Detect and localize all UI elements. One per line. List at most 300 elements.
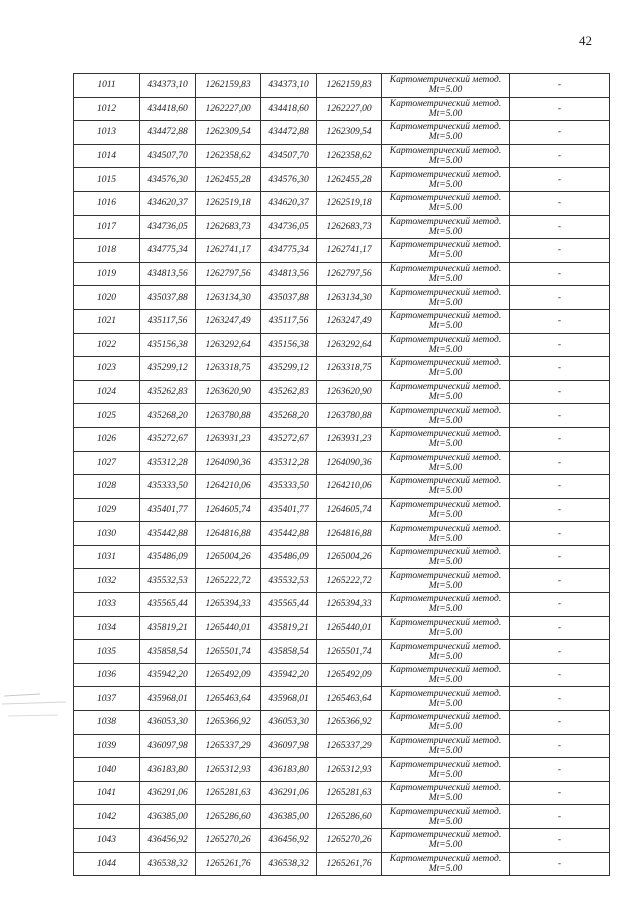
x-coordinate-cell: 434472,88 (261, 121, 317, 145)
y-coordinate-cell: 1265004,26 (317, 545, 382, 569)
method-text: Картометрический метод. (389, 287, 502, 298)
accuracy-text: Mt=5.00 (428, 392, 463, 403)
x-coordinate-cell: 435299,12 (261, 357, 317, 381)
method-cell (382, 663, 510, 687)
y-coordinate-cell: 1263318,75 (196, 357, 261, 381)
note-cell: - (510, 593, 610, 617)
table-row (74, 852, 610, 876)
method-cell (382, 191, 510, 215)
point-number-cell: 1029 (74, 498, 140, 522)
y-coordinate-cell: 1265394,33 (317, 593, 382, 617)
x-coordinate-cell: 436291,06 (140, 781, 196, 805)
y-coordinate-cell: 1265004,26 (196, 545, 261, 569)
y-coordinate-cell: 1265366,92 (317, 711, 382, 735)
point-number-cell: 1043 (74, 829, 140, 853)
y-coordinate-cell: 1262159,83 (317, 74, 382, 98)
x-coordinate-cell: 435268,20 (140, 404, 196, 428)
table-row (74, 333, 610, 357)
note-cell: - (510, 333, 610, 357)
method-text: Картометрический метод. (389, 382, 502, 393)
point-number-cell: 1028 (74, 475, 140, 499)
x-coordinate-cell: 434418,60 (261, 97, 317, 121)
y-coordinate-cell: 1265281,63 (196, 781, 261, 805)
x-coordinate-cell: 436097,98 (140, 734, 196, 758)
y-coordinate-cell: 1264210,06 (317, 475, 382, 499)
y-coordinate-cell: 1265463,64 (317, 687, 382, 711)
accuracy-text: Mt=5.00 (428, 250, 463, 261)
y-coordinate-cell: 1263247,49 (196, 309, 261, 333)
accuracy-text: Mt=5.00 (428, 344, 463, 355)
x-coordinate-cell: 435442,88 (140, 522, 196, 546)
y-coordinate-cell: 1264090,36 (317, 451, 382, 475)
note-cell: - (510, 404, 610, 428)
x-coordinate-cell: 435565,44 (261, 593, 317, 617)
y-coordinate-cell: 1262683,73 (196, 215, 261, 239)
y-coordinate-cell: 1262227,00 (317, 97, 382, 121)
x-coordinate-cell: 435942,20 (261, 663, 317, 687)
method-cell (382, 758, 510, 782)
x-coordinate-cell: 435037,88 (140, 286, 196, 310)
x-coordinate-cell: 435156,38 (140, 333, 196, 357)
method-text: Картометрический метод. (389, 122, 502, 133)
y-coordinate-cell: 1265337,29 (196, 734, 261, 758)
method-text: Картометрический метод. (389, 665, 502, 676)
scan-artifact (0, 690, 70, 730)
x-coordinate-cell: 434813,56 (140, 262, 196, 286)
y-coordinate-cell: 1265261,76 (196, 852, 261, 876)
method-text: Картометрический метод. (389, 853, 502, 864)
note-cell: - (510, 616, 610, 640)
y-coordinate-cell: 1265261,76 (317, 852, 382, 876)
x-coordinate-cell: 434620,37 (261, 191, 317, 215)
note-cell: - (510, 380, 610, 404)
note-cell: - (510, 734, 610, 758)
y-coordinate-cell: 1265440,01 (196, 616, 261, 640)
table-row (74, 687, 610, 711)
point-number-cell: 1021 (74, 309, 140, 333)
y-coordinate-cell: 1265501,74 (196, 640, 261, 664)
note-cell: - (510, 168, 610, 192)
y-coordinate-cell: 1263620,90 (317, 380, 382, 404)
y-coordinate-cell: 1264816,88 (196, 522, 261, 546)
x-coordinate-cell: 435968,01 (261, 687, 317, 711)
accuracy-text: Mt=5.00 (428, 85, 463, 96)
point-number-cell: 1013 (74, 121, 140, 145)
x-coordinate-cell: 435819,21 (261, 616, 317, 640)
accuracy-text: Mt=5.00 (428, 604, 463, 615)
method-cell (382, 734, 510, 758)
method-cell (382, 286, 510, 310)
table-body (74, 74, 610, 876)
accuracy-text: Mt=5.00 (428, 816, 463, 827)
y-coordinate-cell: 1262159,83 (196, 74, 261, 98)
method-cell (382, 97, 510, 121)
x-coordinate-cell: 435037,88 (261, 286, 317, 310)
x-coordinate-cell: 435486,09 (140, 545, 196, 569)
method-text: Картометрический метод. (389, 98, 502, 109)
y-coordinate-cell: 1263931,23 (196, 427, 261, 451)
table-row (74, 498, 610, 522)
point-number-cell: 1026 (74, 427, 140, 451)
x-coordinate-cell: 435968,01 (140, 687, 196, 711)
note-cell: - (510, 121, 610, 145)
point-number-cell: 1037 (74, 687, 140, 711)
x-coordinate-cell: 435312,28 (261, 451, 317, 475)
point-number-cell: 1018 (74, 239, 140, 263)
y-coordinate-cell: 1265492,09 (317, 663, 382, 687)
method-text: Картометрический метод. (389, 688, 502, 699)
x-coordinate-cell: 436538,32 (261, 852, 317, 876)
table-row (74, 663, 610, 687)
method-text: Картометрический метод. (389, 311, 502, 322)
note-cell: - (510, 97, 610, 121)
y-coordinate-cell: 1262797,56 (317, 262, 382, 286)
method-text: Картометрический метод. (389, 759, 502, 770)
y-coordinate-cell: 1264090,36 (196, 451, 261, 475)
x-coordinate-cell: 435262,83 (140, 380, 196, 404)
table-row (74, 215, 610, 239)
y-coordinate-cell: 1265286,60 (196, 805, 261, 829)
table-row (74, 191, 610, 215)
point-number-cell: 1027 (74, 451, 140, 475)
x-coordinate-cell: 435442,88 (261, 522, 317, 546)
x-coordinate-cell: 435312,28 (140, 451, 196, 475)
note-cell: - (510, 711, 610, 735)
y-coordinate-cell: 1262227,00 (196, 97, 261, 121)
accuracy-text: Mt=5.00 (428, 132, 463, 143)
x-coordinate-cell: 435156,38 (261, 333, 317, 357)
x-coordinate-cell: 436183,80 (140, 758, 196, 782)
x-coordinate-cell: 436456,92 (261, 829, 317, 853)
y-coordinate-cell: 1262797,56 (196, 262, 261, 286)
point-number-cell: 1044 (74, 852, 140, 876)
note-cell: - (510, 239, 610, 263)
note-cell: - (510, 451, 610, 475)
method-cell (382, 404, 510, 428)
y-coordinate-cell: 1262455,28 (196, 168, 261, 192)
accuracy-text: Mt=5.00 (428, 156, 463, 167)
y-coordinate-cell: 1262519,18 (317, 191, 382, 215)
table-row (74, 404, 610, 428)
x-coordinate-cell: 436053,30 (140, 711, 196, 735)
table-row (74, 239, 610, 263)
accuracy-text: Mt=5.00 (428, 462, 463, 473)
point-number-cell: 1042 (74, 805, 140, 829)
point-number-cell: 1039 (74, 734, 140, 758)
y-coordinate-cell: 1264605,74 (317, 498, 382, 522)
x-coordinate-cell: 435532,53 (261, 569, 317, 593)
y-coordinate-cell: 1263292,64 (196, 333, 261, 357)
method-text: Картометрический метод. (389, 617, 502, 628)
table-row (74, 74, 610, 98)
point-number-cell: 1033 (74, 593, 140, 617)
point-number-cell: 1038 (74, 711, 140, 735)
y-coordinate-cell: 1262741,17 (196, 239, 261, 263)
y-coordinate-cell: 1262309,54 (196, 121, 261, 145)
point-number-cell: 1019 (74, 262, 140, 286)
method-text: Картометрический метод. (389, 547, 502, 558)
method-cell (382, 333, 510, 357)
y-coordinate-cell: 1265270,26 (317, 829, 382, 853)
note-cell: - (510, 758, 610, 782)
point-number-cell: 1017 (74, 215, 140, 239)
accuracy-text: Mt=5.00 (428, 863, 463, 874)
point-number-cell: 1024 (74, 380, 140, 404)
method-text: Картометрический метод. (389, 499, 502, 510)
y-coordinate-cell: 1265222,72 (196, 569, 261, 593)
x-coordinate-cell: 434373,10 (261, 74, 317, 98)
x-coordinate-cell: 436097,98 (261, 734, 317, 758)
accuracy-text: Mt=5.00 (428, 722, 463, 733)
method-cell (382, 357, 510, 381)
table-row (74, 569, 610, 593)
method-text: Картометрический метод. (389, 358, 502, 369)
x-coordinate-cell: 435262,83 (261, 380, 317, 404)
method-text: Картометрический метод. (389, 405, 502, 416)
method-text: Картометрический метод. (389, 193, 502, 204)
accuracy-text: Mt=5.00 (428, 675, 463, 686)
y-coordinate-cell: 1262455,28 (317, 168, 382, 192)
table-row (74, 781, 610, 805)
x-coordinate-cell: 436538,32 (140, 852, 196, 876)
x-coordinate-cell: 436183,80 (261, 758, 317, 782)
accuracy-text: Mt=5.00 (428, 297, 463, 308)
x-coordinate-cell: 436291,06 (261, 781, 317, 805)
y-coordinate-cell: 1265501,74 (317, 640, 382, 664)
method-cell (382, 309, 510, 333)
accuracy-text: Mt=5.00 (428, 627, 463, 638)
table-row (74, 805, 610, 829)
x-coordinate-cell: 435401,77 (261, 498, 317, 522)
coordinates-table (73, 73, 610, 876)
table-row (74, 121, 610, 145)
method-text: Картометрический метод. (389, 146, 502, 157)
table-row (74, 97, 610, 121)
x-coordinate-cell: 435117,56 (140, 309, 196, 333)
x-coordinate-cell: 435942,20 (140, 663, 196, 687)
x-coordinate-cell: 434472,88 (140, 121, 196, 145)
point-number-cell: 1032 (74, 569, 140, 593)
method-cell (382, 545, 510, 569)
x-coordinate-cell: 435532,53 (140, 569, 196, 593)
note-cell: - (510, 829, 610, 853)
method-text: Картометрический метод. (389, 594, 502, 605)
y-coordinate-cell: 1265394,33 (196, 593, 261, 617)
table-row (74, 522, 610, 546)
x-coordinate-cell: 435117,56 (261, 309, 317, 333)
method-cell (382, 781, 510, 805)
method-text: Картометрический метод. (389, 570, 502, 581)
accuracy-text: Mt=5.00 (428, 108, 463, 119)
method-text: Картометрический метод. (389, 216, 502, 227)
y-coordinate-cell: 1265463,64 (196, 687, 261, 711)
accuracy-text: Mt=5.00 (428, 793, 463, 804)
y-coordinate-cell: 1265366,92 (196, 711, 261, 735)
point-number-cell: 1034 (74, 616, 140, 640)
point-number-cell: 1012 (74, 97, 140, 121)
point-number-cell: 1041 (74, 781, 140, 805)
page-number: 42 (579, 33, 592, 48)
y-coordinate-cell: 1263134,30 (196, 286, 261, 310)
accuracy-text: Mt=5.00 (428, 557, 463, 568)
method-cell (382, 74, 510, 98)
method-cell (382, 262, 510, 286)
method-cell (382, 593, 510, 617)
method-text: Картометрический метод. (389, 452, 502, 463)
method-text: Картометрический метод. (389, 830, 502, 841)
y-coordinate-cell: 1263780,88 (317, 404, 382, 428)
point-number-cell: 1014 (74, 144, 140, 168)
note-cell: - (510, 545, 610, 569)
accuracy-text: Mt=5.00 (428, 486, 463, 497)
method-text: Картометрический метод. (389, 712, 502, 723)
x-coordinate-cell: 435268,20 (261, 404, 317, 428)
accuracy-text: Mt=5.00 (428, 698, 463, 709)
y-coordinate-cell: 1265337,29 (317, 734, 382, 758)
y-coordinate-cell: 1262741,17 (317, 239, 382, 263)
method-text: Картометрический метод. (389, 523, 502, 534)
method-text: Картометрический метод. (389, 783, 502, 794)
point-number-cell: 1036 (74, 663, 140, 687)
method-cell (382, 687, 510, 711)
table-row (74, 262, 610, 286)
accuracy-text: Mt=5.00 (428, 840, 463, 851)
x-coordinate-cell: 435565,44 (140, 593, 196, 617)
note-cell: - (510, 805, 610, 829)
method-cell (382, 427, 510, 451)
y-coordinate-cell: 1263318,75 (317, 357, 382, 381)
y-coordinate-cell: 1262358,62 (196, 144, 261, 168)
table-row (74, 758, 610, 782)
point-number-cell: 1031 (74, 545, 140, 569)
y-coordinate-cell: 1264210,06 (196, 475, 261, 499)
method-cell (382, 215, 510, 239)
x-coordinate-cell: 435486,09 (261, 545, 317, 569)
method-cell (382, 168, 510, 192)
table-row (74, 475, 610, 499)
x-coordinate-cell: 435819,21 (140, 616, 196, 640)
accuracy-text: Mt=5.00 (428, 179, 463, 190)
note-cell: - (510, 286, 610, 310)
y-coordinate-cell: 1264605,74 (196, 498, 261, 522)
accuracy-text: Mt=5.00 (428, 203, 463, 214)
x-coordinate-cell: 434775,34 (261, 239, 317, 263)
x-coordinate-cell: 434736,05 (140, 215, 196, 239)
method-cell (382, 569, 510, 593)
table-row (74, 168, 610, 192)
y-coordinate-cell: 1263292,64 (317, 333, 382, 357)
x-coordinate-cell: 436053,30 (261, 711, 317, 735)
method-cell (382, 711, 510, 735)
method-cell (382, 829, 510, 853)
accuracy-text: Mt=5.00 (428, 651, 463, 662)
accuracy-text: Mt=5.00 (428, 580, 463, 591)
table-row (74, 451, 610, 475)
note-cell: - (510, 640, 610, 664)
accuracy-text: Mt=5.00 (428, 226, 463, 237)
note-cell: - (510, 427, 610, 451)
method-cell (382, 616, 510, 640)
x-coordinate-cell: 434507,70 (140, 144, 196, 168)
point-number-cell: 1022 (74, 333, 140, 357)
note-cell: - (510, 781, 610, 805)
accuracy-text: Mt=5.00 (428, 769, 463, 780)
accuracy-text: Mt=5.00 (428, 533, 463, 544)
method-cell (382, 498, 510, 522)
note-cell: - (510, 663, 610, 687)
y-coordinate-cell: 1263931,23 (317, 427, 382, 451)
x-coordinate-cell: 435333,50 (140, 475, 196, 499)
x-coordinate-cell: 435272,67 (261, 427, 317, 451)
method-cell (382, 239, 510, 263)
y-coordinate-cell: 1265492,09 (196, 663, 261, 687)
table-row (74, 616, 610, 640)
note-cell: - (510, 852, 610, 876)
y-coordinate-cell: 1265281,63 (317, 781, 382, 805)
x-coordinate-cell: 436385,00 (140, 805, 196, 829)
x-coordinate-cell: 434775,34 (140, 239, 196, 263)
y-coordinate-cell: 1265286,60 (317, 805, 382, 829)
y-coordinate-cell: 1265312,93 (317, 758, 382, 782)
y-coordinate-cell: 1264816,88 (317, 522, 382, 546)
x-coordinate-cell: 434507,70 (261, 144, 317, 168)
x-coordinate-cell: 434736,05 (261, 215, 317, 239)
note-cell: - (510, 74, 610, 98)
x-coordinate-cell: 436456,92 (140, 829, 196, 853)
x-coordinate-cell: 434576,30 (140, 168, 196, 192)
point-number-cell: 1040 (74, 758, 140, 782)
table-row (74, 711, 610, 735)
accuracy-text: Mt=5.00 (428, 368, 463, 379)
note-cell: - (510, 498, 610, 522)
method-cell (382, 475, 510, 499)
note-cell: - (510, 357, 610, 381)
x-coordinate-cell: 434576,30 (261, 168, 317, 192)
point-number-cell: 1011 (74, 74, 140, 98)
y-coordinate-cell: 1265440,01 (317, 616, 382, 640)
point-number-cell: 1030 (74, 522, 140, 546)
method-cell (382, 144, 510, 168)
method-cell (382, 852, 510, 876)
x-coordinate-cell: 434620,37 (140, 191, 196, 215)
x-coordinate-cell: 435299,12 (140, 357, 196, 381)
y-coordinate-cell: 1262358,62 (317, 144, 382, 168)
table-row (74, 545, 610, 569)
accuracy-text: Mt=5.00 (428, 509, 463, 520)
note-cell: - (510, 475, 610, 499)
x-coordinate-cell: 435401,77 (140, 498, 196, 522)
method-cell (382, 640, 510, 664)
accuracy-text: Mt=5.00 (428, 321, 463, 332)
table-row (74, 357, 610, 381)
table-row (74, 144, 610, 168)
y-coordinate-cell: 1265312,93 (196, 758, 261, 782)
table-row (74, 640, 610, 664)
method-cell (382, 522, 510, 546)
method-cell (382, 380, 510, 404)
x-coordinate-cell: 434813,56 (261, 262, 317, 286)
method-text: Картометрический метод. (389, 334, 502, 345)
method-cell (382, 451, 510, 475)
x-coordinate-cell: 435858,54 (140, 640, 196, 664)
table-row (74, 593, 610, 617)
point-number-cell: 1015 (74, 168, 140, 192)
y-coordinate-cell: 1265222,72 (317, 569, 382, 593)
y-coordinate-cell: 1262309,54 (317, 121, 382, 145)
table-row (74, 286, 610, 310)
method-text: Картометрический метод. (389, 806, 502, 817)
y-coordinate-cell: 1263620,90 (196, 380, 261, 404)
